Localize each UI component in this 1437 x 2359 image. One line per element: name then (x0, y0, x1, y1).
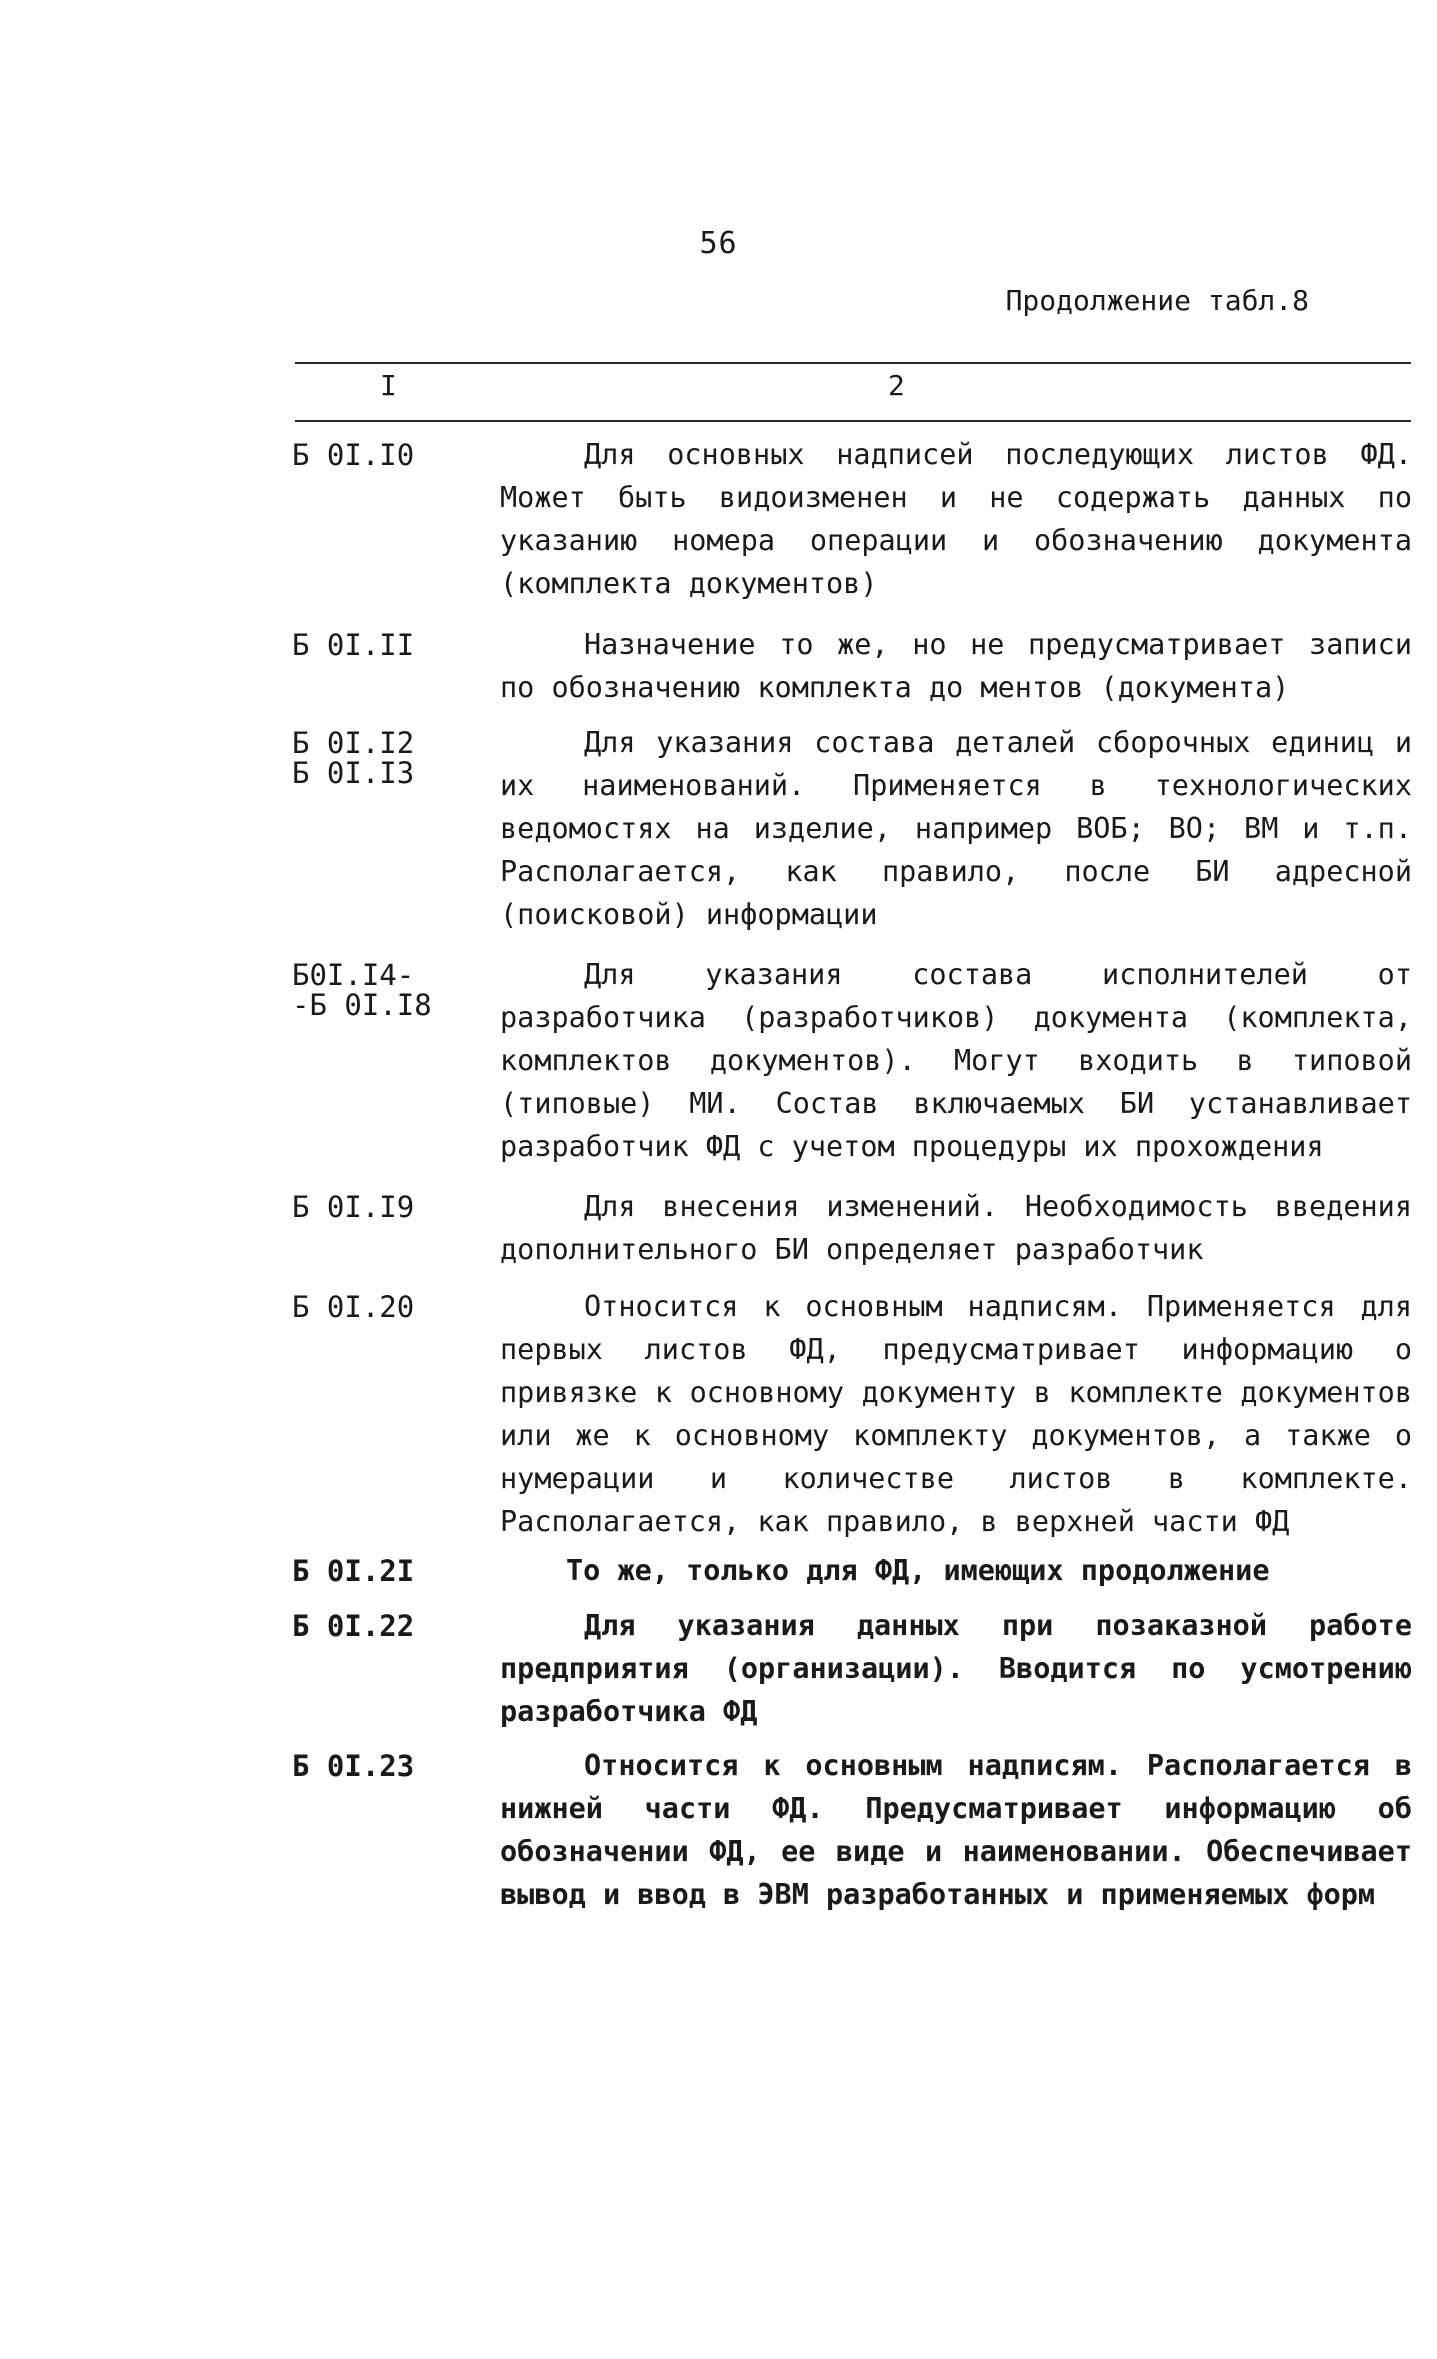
code-label: Б 0I.II (292, 628, 415, 662)
code-label: Б 0I.20 (292, 1290, 415, 1324)
row-code (292, 1556, 500, 1586)
row-description: Назначение то же, но не предусматривает записи по обозначению комплекта до ментов (документа) (500, 628, 1412, 704)
row-description: Для указания данных при позаказной работе предприятия (организации). Вводится по усмотрению разработчика ФД (500, 1609, 1412, 1728)
row-code (292, 1751, 500, 1781)
row-description: Относится к основным надписям. Располагается в нижней части ФД. Предусматривает информацию об обозначении ФД, ее виде и наименовании. Обеспечивает вывод и ввод в ЭВМ разработанных и применяемых форм (500, 1749, 1412, 1911)
table-row (292, 728, 1412, 960)
table-row (292, 1292, 1412, 1556)
row-code (292, 1611, 500, 1641)
column-header-2: 2 (888, 369, 905, 402)
row-code (292, 1192, 500, 1222)
table-row (292, 960, 1412, 1192)
row-code (292, 440, 500, 470)
row-description: Для указания состава деталей сборочных единиц и их наименований. Применяется в технологических ведомостях на изделие, например ВОБ; ВО; ВМ и т.п. Располагается, как правило, после БИ адресной (поисковой) информации (500, 726, 1412, 931)
table-continuation-caption: Продолжение табл.8 (1005, 284, 1309, 317)
code-label: -Б 0I.I8 (292, 988, 432, 1022)
table-row (292, 1556, 1412, 1611)
code-label: Б 0I.23 (292, 1749, 415, 1783)
row-code (292, 1292, 500, 1322)
code-label: Б 0I.I9 (292, 1190, 415, 1224)
row-description: Относится к основным надписям. Применяется для первых листов ФД, предусматривает информацию о привязке к основному документу в комплекте документов или же к основному комплекту документов, а также о нумерации и количестве листов в комплекте. Располагается, как правило, в верхней части ФД (500, 1290, 1412, 1538)
row-description: То же, только для ФД, имеющих продолжение (566, 1554, 1270, 1587)
row-description: Для внесения изменений. Необходимость введения дополнительного БИ определяет разработчик (500, 1190, 1412, 1266)
table-top-rule (295, 362, 1411, 364)
code-label: Б 0I.I0 (292, 438, 415, 472)
row-code (292, 960, 500, 1020)
table-header-rule (295, 420, 1411, 422)
table-row (292, 1611, 1412, 1751)
row-description: Для указания состава исполнителей от разработчика (разработчиков) документа (комплекта, комплектов документов). Могут входить в типовой (типовые) МИ. Состав включаемых БИ устанавливает разработчик ФД с учетом процедуры их прохождения (500, 958, 1412, 1163)
code-label: Б 0I.I3 (292, 756, 415, 790)
code-label: Б 0I.I2 (292, 726, 415, 760)
row-description: Для основных надписей последующих листов ФД. Может быть видоизменен и не содержать данных по указанию номера операции и обозначению документа (комплекта документов) (500, 438, 1412, 600)
code-label: Б 0I.2I (292, 1554, 415, 1588)
table-row (292, 440, 1412, 630)
row-code (292, 630, 500, 660)
column-header-1: I (380, 369, 397, 402)
table-row (292, 1192, 1412, 1292)
code-label: Б0I.I4- (292, 958, 415, 992)
table-row (292, 1751, 1412, 1981)
table-body (292, 440, 1412, 1981)
table-row (292, 630, 1412, 728)
code-label: Б 0I.22 (292, 1609, 415, 1643)
page-number: 56 (699, 226, 738, 261)
row-code (292, 728, 500, 788)
